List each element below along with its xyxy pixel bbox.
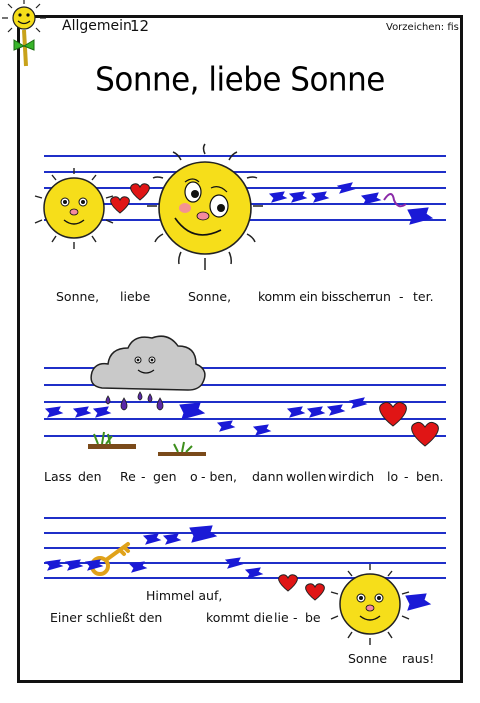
notes-staff-1 <box>268 180 443 235</box>
lyric-word: Himmel auf, <box>146 588 223 603</box>
note <box>218 421 234 431</box>
heart-icon <box>376 400 410 428</box>
sun-icon <box>330 566 410 646</box>
note <box>254 425 270 435</box>
note <box>308 407 324 417</box>
lyric-word: wollen <box>286 469 327 484</box>
note <box>86 560 102 570</box>
page-title: Sonne, liebe Sonne <box>95 61 385 99</box>
lyric-word: ter. <box>413 289 434 304</box>
lyric-word: liebe <box>120 289 151 304</box>
heart-icon <box>276 573 300 593</box>
note <box>288 407 304 417</box>
note <box>46 560 62 570</box>
sun-icon <box>145 148 265 273</box>
lyric-word: - ben, <box>201 469 238 484</box>
lyric-word: lo <box>387 469 399 484</box>
lyric-word: - <box>293 610 298 625</box>
note <box>408 208 432 224</box>
note <box>190 526 216 542</box>
note <box>338 183 354 193</box>
lyric-word: gen <box>153 469 177 484</box>
lyric-word: Re <box>120 469 136 484</box>
cloud-icon <box>88 330 208 400</box>
lyric-word: dann <box>252 469 284 484</box>
note <box>46 407 62 417</box>
note <box>290 192 306 202</box>
heart-icon <box>303 582 327 602</box>
lyric-word: kommt die <box>206 610 273 625</box>
note <box>144 534 160 544</box>
note <box>94 407 110 417</box>
note <box>246 568 262 578</box>
note <box>270 192 286 202</box>
lyric-word: den <box>78 469 102 484</box>
lyric-word: - <box>404 469 409 484</box>
sun-mascot-icon <box>0 0 50 66</box>
header-label: Allgemein <box>62 18 132 34</box>
note <box>130 562 146 572</box>
note <box>66 560 82 570</box>
lyric-word: run <box>370 289 391 304</box>
lyric-word: Lass <box>44 469 72 484</box>
lyric-word: Einer schließt den <box>50 610 163 625</box>
note <box>350 398 366 408</box>
lyric-word: raus! <box>402 651 435 666</box>
note <box>226 558 242 568</box>
lyric-word: komm ein bisschen <box>258 289 374 304</box>
heart-icon <box>408 420 442 448</box>
lyric-word: be <box>305 610 321 625</box>
lyric-word: lie <box>274 610 289 625</box>
lyric-word: Sonne, <box>188 289 232 304</box>
lyric-word: o <box>190 469 198 484</box>
note <box>312 192 328 202</box>
lyric-word: dich <box>348 469 375 484</box>
lyric-word: - <box>141 469 146 484</box>
note <box>362 193 380 204</box>
key-signature: Vorzeichen: fis <box>386 22 459 33</box>
note <box>164 534 180 544</box>
lyric-word: Sonne, <box>56 289 100 304</box>
note <box>180 403 204 419</box>
lyric-word: ben. <box>416 469 444 484</box>
note <box>328 405 344 415</box>
header-number: 12 <box>130 17 150 35</box>
lyric-word: - <box>399 289 404 304</box>
sun-icon <box>34 170 114 250</box>
note <box>74 407 90 417</box>
lyric-word: Sonne <box>348 651 388 666</box>
lyric-word: wir <box>328 469 347 484</box>
